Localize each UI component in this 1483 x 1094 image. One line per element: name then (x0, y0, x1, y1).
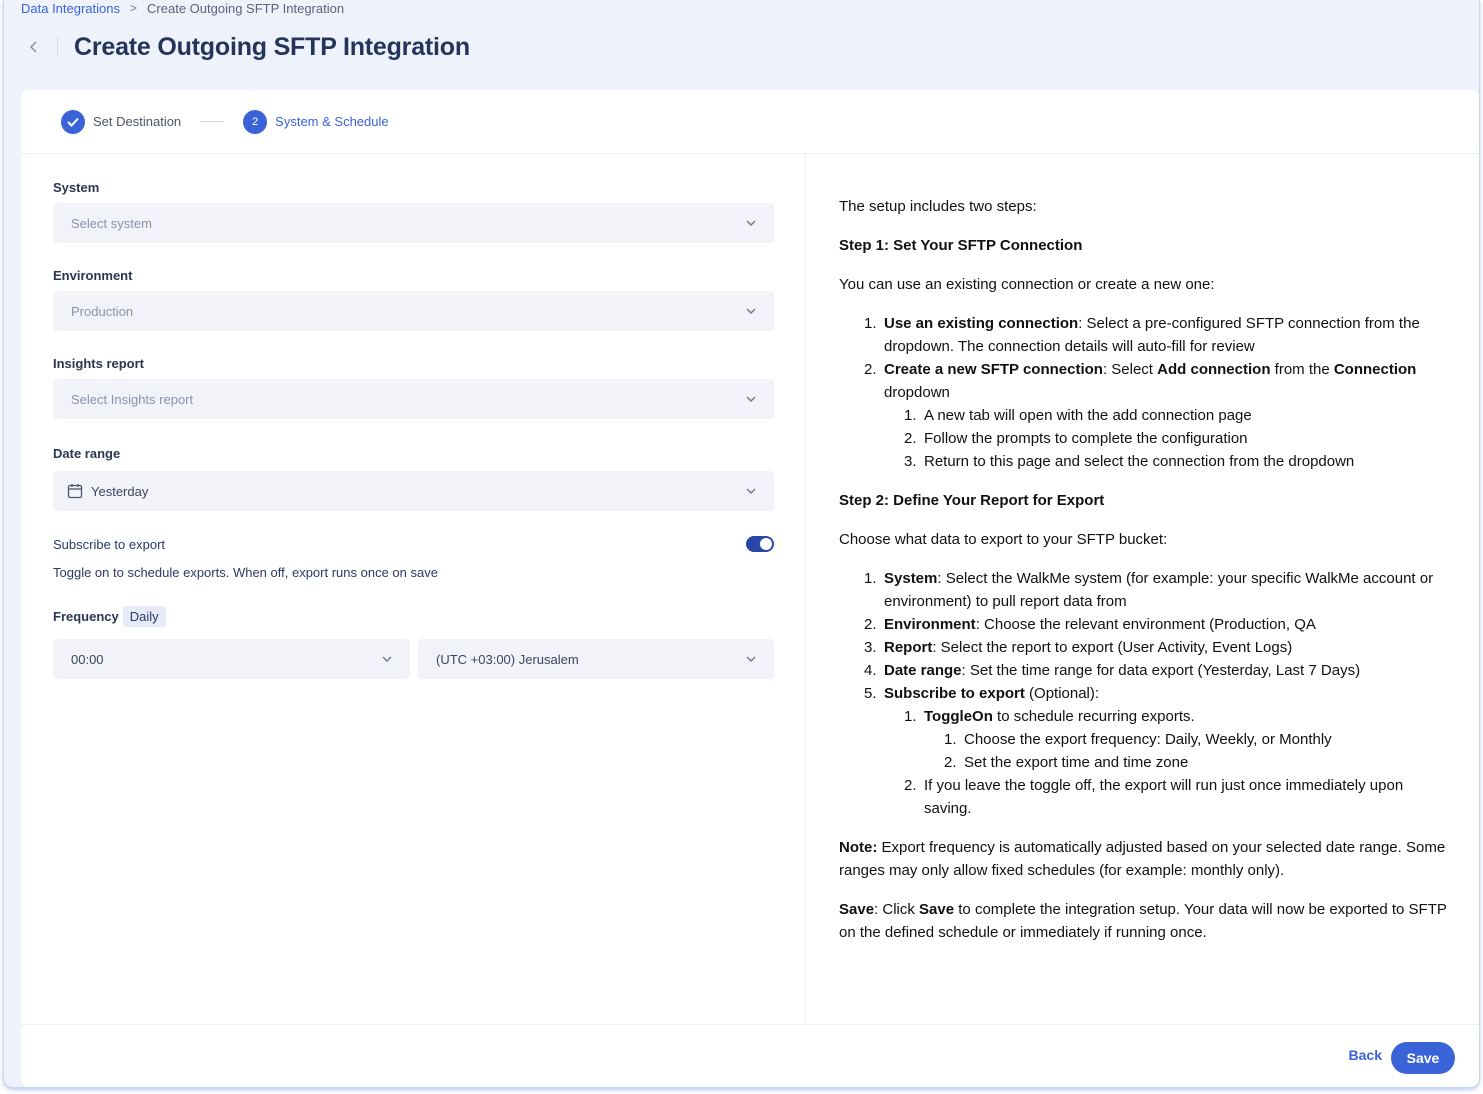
bold-text: Date range (884, 662, 962, 679)
save-button[interactable]: Save (1391, 1042, 1455, 1074)
insights-report-label: Insights report (53, 356, 145, 371)
step-connector (201, 121, 223, 122)
environment-label: Environment (53, 268, 133, 283)
text: : Select the report to export (User Activity, Event Logs) (932, 639, 1293, 656)
frequency-label: Frequency (53, 609, 119, 624)
form-pane (21, 154, 806, 1024)
list-item: 1. System: Select the WalkMe system (for example: your specific WalkMe account or environment) to pull report data from (864, 570, 1434, 610)
text: A new tab will open with the add connection page (924, 407, 1252, 424)
toggle-knob (760, 538, 772, 550)
text: Export frequency is automatically adjusted based on your selected date range. Some ranges may only allow fixed schedules (for example: monthly only). (839, 839, 1446, 879)
bold-text: Use an existing connection (884, 315, 1079, 332)
step-system-schedule[interactable] (243, 110, 388, 134)
select-placeholder: Select system (71, 215, 152, 231)
bold-text: Environment (884, 616, 976, 633)
list-item: 1. Use an existing connection: Select a pre-configured SFTP connection from the dropdown. The connection details will auto-fill for review (864, 315, 1420, 355)
text: Set the export time and time zone (964, 754, 1189, 771)
text: dropdown (884, 384, 950, 401)
help-step1-intro: You can use an existing connection or create a new one: (839, 276, 1215, 293)
bold-text: Connection (1333, 361, 1417, 378)
text: Follow the prompts to complete the configuration (924, 430, 1248, 447)
bold-text: Subscribe to export (884, 685, 1025, 702)
text: : Select the WalkMe system (for example: your specific WalkMe account or environment) to pull report data from (884, 570, 1434, 610)
list-item: 2. Follow the prompts to complete the configuration (904, 427, 1454, 450)
select-value: Yesterday (91, 483, 149, 499)
chevron-right-icon: > (130, 1, 138, 15)
breadcrumb-current: Create Outgoing SFTP Integration (147, 0, 345, 16)
help-heading: Step 2: Define Your Report for Export (839, 492, 1105, 509)
list-item: 2. Environment: Choose the relevant environment (Production, QA (864, 616, 1316, 633)
help-heading: Step 1: Set Your SFTP Connection (839, 237, 1083, 254)
list-item: 1. ToggleOn to schedule recurring exports. (904, 708, 1195, 725)
text: to schedule recurring exports. (992, 708, 1195, 725)
bold-text: ToggleOn (924, 708, 993, 725)
bold-text: Note: (839, 839, 878, 856)
select-value: Production (71, 303, 134, 319)
chevron-down-icon (382, 653, 392, 665)
system-select[interactable] (53, 203, 774, 243)
step-set-destination[interactable] (61, 110, 181, 134)
list-item: 1. A new tab will open with the add connection page (904, 404, 1454, 427)
chevron-down-icon (746, 217, 756, 229)
help-step2-intro: Choose what data to export to your SFTP bucket: (839, 531, 1168, 548)
list-item: 3. Return to this page and select the connection from the dropdown (904, 450, 1454, 473)
chevron-down-icon (746, 653, 756, 665)
text: Choose the export frequency: Daily, Weekly, or Monthly (964, 731, 1332, 748)
help-intro: The setup includes two steps: (839, 198, 1037, 215)
footer (21, 1024, 1480, 1088)
list-item: 4. Date range: Set the time range for data export (Yesterday, Last 7 Days) (864, 662, 1361, 679)
text: from the (1270, 361, 1334, 378)
subscribe-toggle[interactable] (746, 536, 774, 552)
text: : Click (874, 901, 920, 918)
text: (Optional): (1024, 685, 1100, 702)
help-save (839, 898, 1449, 944)
list-item: 2. Create a new SFTP connection: Select Add connection from the Connection dropdown (864, 361, 1417, 401)
help-step2-title (839, 489, 1449, 512)
step-label: System & Schedule (275, 114, 389, 129)
bold-text: Report (884, 639, 933, 656)
bold-text: System (884, 570, 938, 587)
bold-text: Save (919, 901, 955, 918)
step-label: Set Destination (93, 114, 182, 129)
header-divider (57, 37, 58, 57)
text: : Select a pre-configured SFTP connection from the dropdown. The connection details will auto-fill for review (884, 315, 1420, 355)
app-frame (3, 0, 1480, 1088)
bold-text: Save (839, 901, 875, 918)
help-note (839, 836, 1449, 882)
list-item: 2. If you leave the toggle off, the export will run just once immediately upon saving. (904, 774, 1454, 820)
text: : Select (1102, 361, 1158, 378)
select-placeholder: Select Insights report (71, 391, 194, 407)
text: : Choose the relevant environment (Production, QA (975, 616, 1316, 633)
text: If you leave the toggle off, the export will run just once immediately upon saving. (924, 777, 1404, 817)
help-pane (839, 154, 1459, 1024)
calendar-icon (67, 483, 83, 499)
list-item: 3. Report: Select the report to export (User Activity, Event Logs) (864, 639, 1293, 656)
subscribe-label: Subscribe to export (53, 537, 166, 552)
select-value: (UTC +03:00) Jerusalem (436, 651, 579, 667)
list-item: 1. Choose the export frequency: Daily, Weekly, or Monthly (944, 728, 1454, 751)
date-range-select[interactable] (53, 471, 774, 511)
time-select[interactable] (53, 639, 410, 679)
page-title: Create Outgoing SFTP Integration (74, 32, 470, 61)
step-number: 2 (243, 110, 267, 134)
frequency-row (53, 606, 166, 627)
chevron-down-icon (746, 305, 756, 317)
bold-text: Add connection (1157, 361, 1271, 378)
stepper (21, 90, 1480, 154)
frequency-badge: Daily (123, 606, 166, 627)
select-value: 00:00 (71, 651, 104, 667)
back-button[interactable]: Back (1348, 1047, 1382, 1063)
list-item: 2. Set the export time and time zone (944, 751, 1454, 774)
subscribe-helper: Toggle on to schedule exports. When off, export runs once on save (53, 565, 438, 580)
chevron-left-icon[interactable] (21, 30, 47, 64)
timezone-select[interactable] (418, 639, 774, 679)
page-header (21, 30, 470, 64)
environment-select[interactable] (53, 291, 774, 331)
insights-report-select[interactable] (53, 379, 774, 419)
help-step1-title (839, 234, 1449, 257)
check-icon (61, 110, 85, 134)
breadcrumb (21, 0, 344, 16)
main-card (21, 90, 1480, 1088)
chevron-down-icon (746, 485, 756, 497)
text: to complete the integration setup. Your data will now be exported to SFTP on the defined schedule or immediately if running once. (839, 901, 1447, 941)
text: Return to this page and select the connection from the dropdown (924, 453, 1355, 470)
chevron-down-icon (746, 393, 756, 405)
date-range-label: Date range (53, 446, 121, 461)
bold-text: Create a new SFTP connection (884, 361, 1103, 378)
system-label: System (53, 180, 100, 195)
breadcrumb-link-data-integrations[interactable]: Data Integrations (21, 0, 121, 16)
list-item: 5. Subscribe to export (Optional): (864, 685, 1100, 702)
text: : Set the time range for data export (Yesterday, Last 7 Days) (961, 662, 1361, 679)
